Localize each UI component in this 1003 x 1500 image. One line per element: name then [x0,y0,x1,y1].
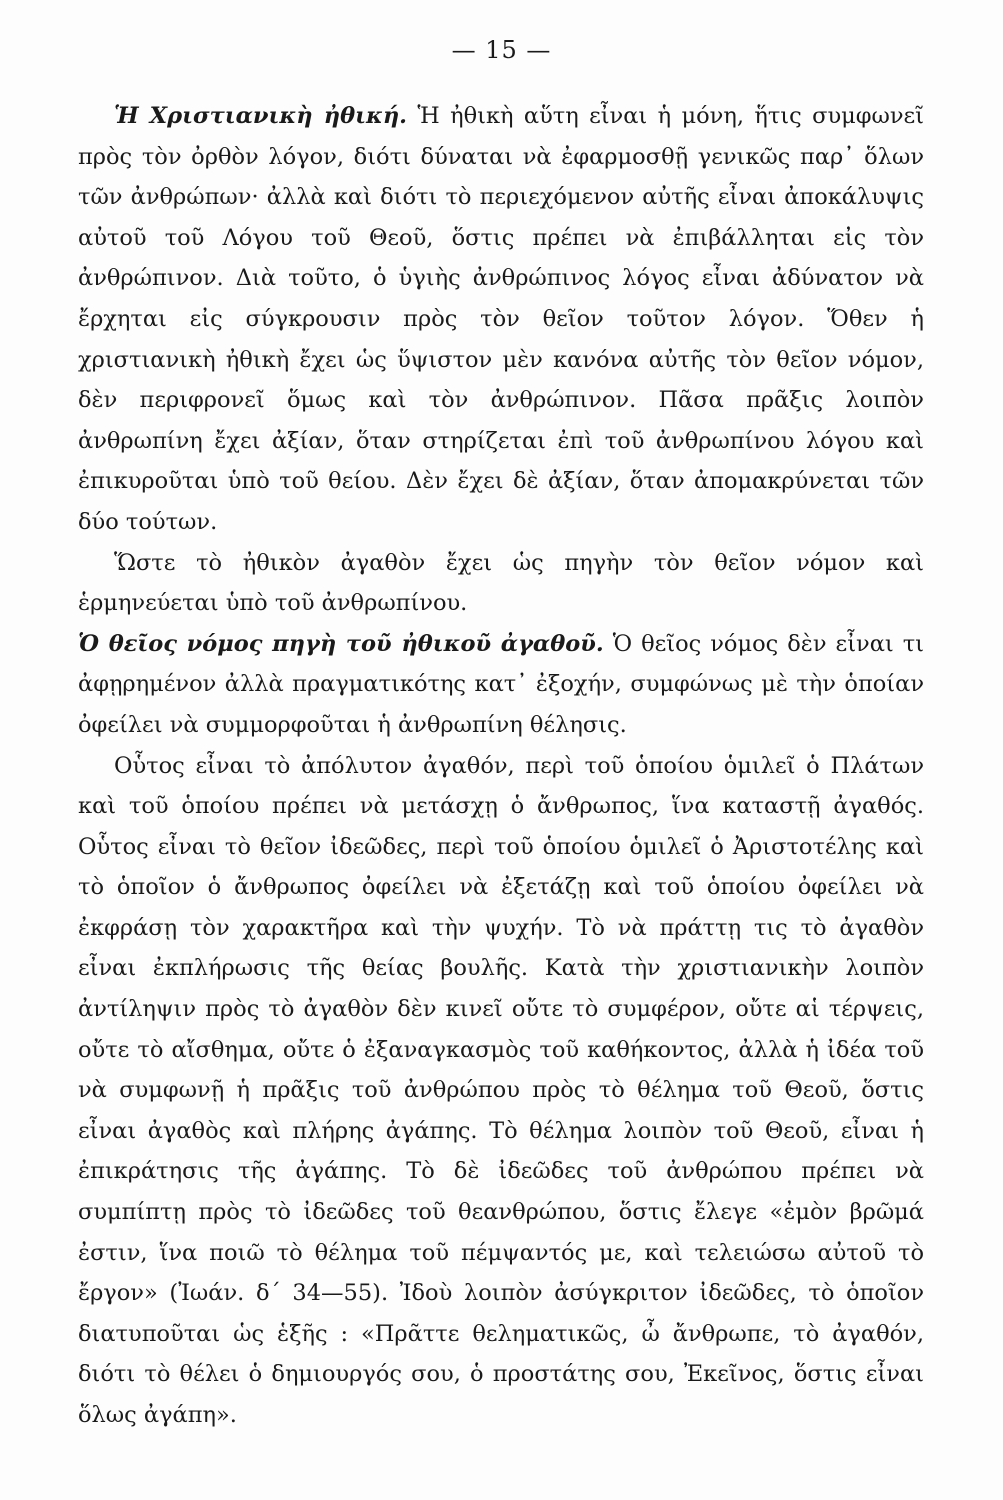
paragraph-text: Ὁ θεῖος νόμος δὲν εἶναι τι ἀφῃρημένον ἀλλὰ πραγματικότης κατ᾽ ἐξοχήν, συμφώνως μὲ τὴν ὁποίαν ὀφείλει νὰ συμμορφοῦται ἡ ἀνθρωπίνη θέλησις. [78,630,925,738]
paragraph-text: Ὥστε τὸ ἠθικὸν ἀγαθὸν ἔχει ὡς πηγὴν τὸν θεῖον νόμον καὶ ἑρμηνεύεται ὑπὸ τοῦ ἀνθρωπίνου. [78,549,924,617]
section-heading-christian-ethics: Ἡ Χριστιανικὴ ἠθική. [114,103,408,129]
page-number: — 15 — [451,36,552,64]
paragraph-text: Οὗτος εἶναι τὸ ἀπόλυτον ἀγαθόν, περὶ τοῦ ὁποίου ὁμιλεῖ ὁ Πλάτων καὶ τοῦ ὁποίου πρέπει νὰ μετάσχῃ ὁ ἄνθρωπος, ἵνα καταστῇ ἀγαθός. Οὗτος εἶναι τὸ θεῖον ἰδεῶδες, περὶ τοῦ ὁποίου ὁμιλεῖ ὁ Ἀριστοτέλης καὶ τὸ ὁποῖον ὁ ἄνθρωπος ὀφείλει νὰ ἐξετάζῃ καὶ τοῦ ὁποίου ὀφείλει νὰ ἐκφράσῃ τὸν χαρακτῆρα καὶ τὴν ψυχήν. Τὸ νὰ πράττῃ τις τὸ ἀγαθὸν εἶναι ἐκπλήρωσις τῆς θείας βουλῆς. Κατὰ τὴν χριστιανικὴν λοιπὸν ἀντίληψιν πρὸς τὸ ἀγαθὸν δὲν κινεῖ οὔτε τὸ συμφέρον, οὔτε αἱ τέρψεις, οὔτε τὸ αἴσθημα, οὔτε ὁ ἐξαναγκασμὸς τοῦ καθήκοντος, ἀλλὰ ἡ ἰδέα τοῦ νὰ συμφωνῇ ἡ πρᾶξις τοῦ ἀνθρώπου πρὸς τὸ θέλημα τοῦ Θεοῦ, ὅστις εἶναι ἀγαθὸς καὶ πλήρης ἀγάπης. Τὸ θέλημα λοιπὸν τοῦ Θεοῦ, εἶναι ἡ ἐπικράτησις τῆς ἀγάπης. Τὸ δὲ ἰδεῶδες τοῦ ἀνθρώπου πρέπει νὰ συμπίπτῃ πρὸς τὸ ἰδεῶδες τοῦ θεανθρώπου, ὅστις ἔλεγε «ἐμὸν βρῶμά ἐστιν, ἵνα ποιῶ τὸ θέλημα τοῦ πέμψαντός με, καὶ τελειώσω αὐτοῦ τὸ ἔργον» (Ἰωάν. δ´ 34—55). Ἰδοὺ λοιπὸν ἀσύγκριτον ἰδεῶδες, τὸ ὁποῖον διατυποῦται ὡς ἑξῆς : «Πρᾶττε θεληματικῶς, ὦ ἄνθρωπε, τὸ ἀγαθόν, διότι τὸ θέλει ὁ δημιουργός σου, ὁ προστάτης σου, Ἐκεῖνος, ὅστις εἶναι ὅλως ἀγάπη». [78,752,924,1428]
paragraph-christian-ethics [78,96,924,543]
paragraph-text: Ἡ ἠθικὴ αὕτη εἶναι ἡ μόνη, ἥτις συμφωνεῖ πρὸς τὸν ὀρθὸν λόγον, διότι δύναται νὰ ἐφαρμοσθῇ γενικῶς παρ᾽ ὅλων τῶν ἀνθρώπων· ἀλλὰ καὶ διότι τὸ περιεχόμενον αὐτῆς εἶναι ἀποκάλυψις αὐτοῦ τοῦ Λόγου τοῦ Θεοῦ, ὅστις πρέπει νὰ ἐπιβάλληται εἰς τὸν ἀνθρώπινον. Διὰ τοῦτο, ὁ ὑγιὴς ἀνθρώπινος λόγος εἶναι ἀδύνατον νὰ ἔρχηται εἰς σύγκρουσιν πρὸς τὸν θεῖον τοῦτον λόγον. Ὅθεν ἡ χριστιανικὴ ἠθικὴ ἔχει ὡς ὕψιστον μὲν κανόνα αὐτῆς τὸν θεῖον νόμον, δὲν περιφρονεῖ ὅμως καὶ τὸν ἀνθρώπινον. Πᾶσα πρᾶξις λοιπὸν ἀνθρωπίνη ἔχει ἀξίαν, ὅταν στηρίζεται ἐπὶ τοῦ ἀνθρωπίνου λόγου καὶ ἐπικυροῦται ὑπὸ τοῦ θείου. Δὲν ἔχει δὲ ἀξίαν, ὅταν ἀπομακρύνεται τῶν δύο τούτων. [78,103,925,535]
body-text [78,96,924,1436]
paragraph-conclusion [78,543,924,624]
paragraph-divine-law [78,624,924,746]
section-heading-divine-law: Ὁ θεῖος νόμος πηγὴ τοῦ ἠθικοῦ ἀγαθοῦ. [78,630,604,657]
paragraph-absolute-good [78,746,924,1436]
